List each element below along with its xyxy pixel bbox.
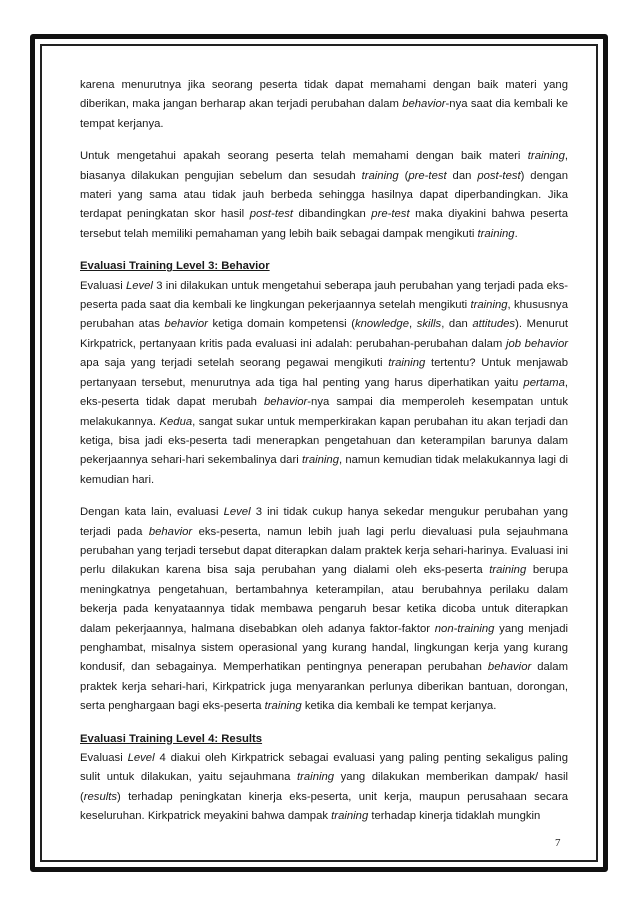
text-run: Evaluasi (80, 752, 128, 764)
italic-term: behavior (263, 396, 308, 409)
text-run: Dengan kata lain, evaluasi (80, 506, 224, 519)
italic-term: post-test (249, 208, 294, 221)
text-run: ) terhadap peningkatan kinerja eks-peserta, unit kerja, maupun perusahaan secara keseluruhan. Kirkpatrick meyakini bahwa dampak (80, 790, 568, 823)
paragraph-4 (80, 503, 568, 716)
text-run: ) dengan materi yang sama atau tidak jauh berbeda sehingga hasilnya dapat diperbandingkan. Jika terdapat peningkatan skor hasil (80, 169, 568, 221)
page-number: 7 (555, 837, 561, 849)
italic-term: non-training (434, 622, 495, 635)
text-run: ( (398, 169, 409, 182)
text-run: , dan (441, 318, 473, 331)
text-run: Untuk mengetahui apakah seorang peserta telah memahami dengan baik materi (80, 150, 528, 163)
italic-term: Level (127, 752, 155, 764)
italic-term: behavior (402, 98, 446, 111)
italic-term: knowledge (354, 318, 409, 331)
text-run: Evaluasi (80, 279, 126, 292)
document-body (80, 76, 568, 840)
italic-term: training (527, 150, 565, 163)
paragraph-5 (80, 749, 568, 827)
text-run: dan (446, 169, 478, 182)
text-run: apa saja yang terjadi setelah seorang pegawai mengikuti (80, 357, 389, 370)
text-run: 3 ini tidak cukup hanya sekedar mengukur perubahan yang terjadi pada (80, 506, 568, 538)
text-run: karena menurutnya jika seorang peserta tidak dapat memahami dengan baik materi yang diberikan, maka jangan berharap akan terjadi perubahan dalam (80, 79, 568, 111)
paragraph-1 (80, 76, 568, 134)
italic-term: Level (223, 506, 251, 519)
text-run: yang menjadi penghambat, misalnya sistem operasional yang kurang handal, lingkungan kerja yang kurang kondusif, dan sebagainya. Memperhatikan pentingnya penerapan perubahan (80, 622, 568, 674)
italic-term: Level (125, 279, 153, 292)
italic-term: skills (416, 318, 442, 331)
italic-term: behavior (164, 318, 208, 331)
text-run: terhadap kinerja tidaklah mungkin (368, 810, 541, 823)
text-run: 3 ini dilakukan untuk mengetahui seberapa jauh perubahan yang terjadi pada eks-peserta pada saat dia kembali ke lingkungan pekerjaannya setelah mengikuti (80, 279, 568, 312)
italic-term: pertama (523, 376, 565, 389)
text-run: tertentu? Untuk menjawab pertanyaan tersebut, menurutnya ada tiga hal penting yang harus diperhatikan yaitu (80, 357, 568, 389)
text-run: -nya saat dia kembali ke tempat kerjanya. (80, 98, 568, 130)
text-run: , biasanya dilakukan pengujian sebelum dan sesudah (80, 150, 568, 182)
heading-level-3: Evaluasi Training Level 3: Behavior (80, 260, 270, 273)
italic-term: Kedua (159, 415, 193, 428)
text-run: , (408, 318, 417, 331)
italic-term: training (470, 299, 508, 312)
italic-term: training (361, 169, 399, 182)
italic-term: training (301, 454, 339, 467)
text-run: dibandingkan (293, 208, 372, 221)
italic-term: behavior (148, 525, 193, 538)
text-run: ketiga domain kompetensi ( (207, 318, 355, 331)
text-run: ). Menurut Kirkpatrick, pertanyaan kritis pada evaluasi ini adalah: perubahan-perubahan dalam (80, 318, 569, 350)
italic-term: training (264, 700, 302, 713)
text-run: 4 diakui oleh Kirkpatrick sebagai evaluasi yang paling penting sekaligus paling sulit untuk dilakukan, yaitu sejauhmana (80, 752, 569, 784)
text-run: yang dilakukan memberikan dampak/ hasil ( (80, 771, 568, 803)
text-run: ketika dia kembali ke tempat kerjanya. (301, 700, 497, 713)
text-run: . (514, 227, 518, 240)
italic-term: training (297, 771, 335, 784)
text-run: , sangat sukar untuk memperkirakan kapan perubahan itu akan terjadi dan ketiga, bisa jadi eks-peserta tadi menerapkan pengetahuan dan keterampilan barunya dalam pekerjaannya sehari-hari sekembalinya dari (80, 415, 568, 467)
italic-term: results (83, 790, 118, 803)
italic-term: pre-test (371, 208, 410, 221)
text-run: berupa meningkatnya pengetahuan, bertambahnya keterampilan, atau berubahnya perilaku dalam bekerja pada kenyataannya tidak membawa pengaruh besar ketika dicoba untuk diterapkan dalam pekerjaannya, halmana disebabkan oleh adanya faktor-faktor (80, 564, 568, 635)
italic-term: job behavior (505, 337, 568, 350)
italic-term: behavior (487, 661, 532, 674)
text-run: , namun kemudian tidak melakukannya lagi di kemudian hari. (80, 454, 568, 486)
text-run: dalam praktek kerja sehari-hari, Kirkpatrick juga menyarankan perlunya diberikan bantuan, dorongan, serta penghargaan bagi eks-peserta (80, 661, 568, 713)
italic-term: pre-test (408, 169, 447, 182)
heading-level-4: Evaluasi Training Level 4: Results (80, 732, 263, 745)
italic-term: training (477, 227, 515, 240)
italic-term: post-test (477, 169, 521, 182)
text-run: eks-peserta, namun lebih juah lagi perlu dievaluasi pula sejauhmana perubahan yang terjadi tersebut dapat diterapkan dalam praktek kerja sehari-harinya. Evaluasi ini perlu dilakukan karena bisa saja perubahan yang dialami oleh eks-peserta (80, 525, 568, 577)
paragraph-2 (80, 147, 568, 244)
text-run: , khususnya perubahan atas (80, 299, 568, 331)
paragraph-3 (80, 277, 568, 490)
text-run: , eks-peserta tidak dapat merubah (80, 376, 568, 409)
italic-term: attitudes (472, 318, 516, 331)
text-run: -nya sampai dia memperoleh kesempatan untuk melakukannya. (80, 396, 568, 428)
italic-term: training (489, 564, 527, 577)
text-run: maka diyakini bahwa peserta tersebut telah memiliki pemahaman yang lebih baik sebagai dampak mengikuti (80, 208, 568, 240)
italic-term: training (331, 810, 369, 823)
italic-term: training (388, 357, 426, 370)
